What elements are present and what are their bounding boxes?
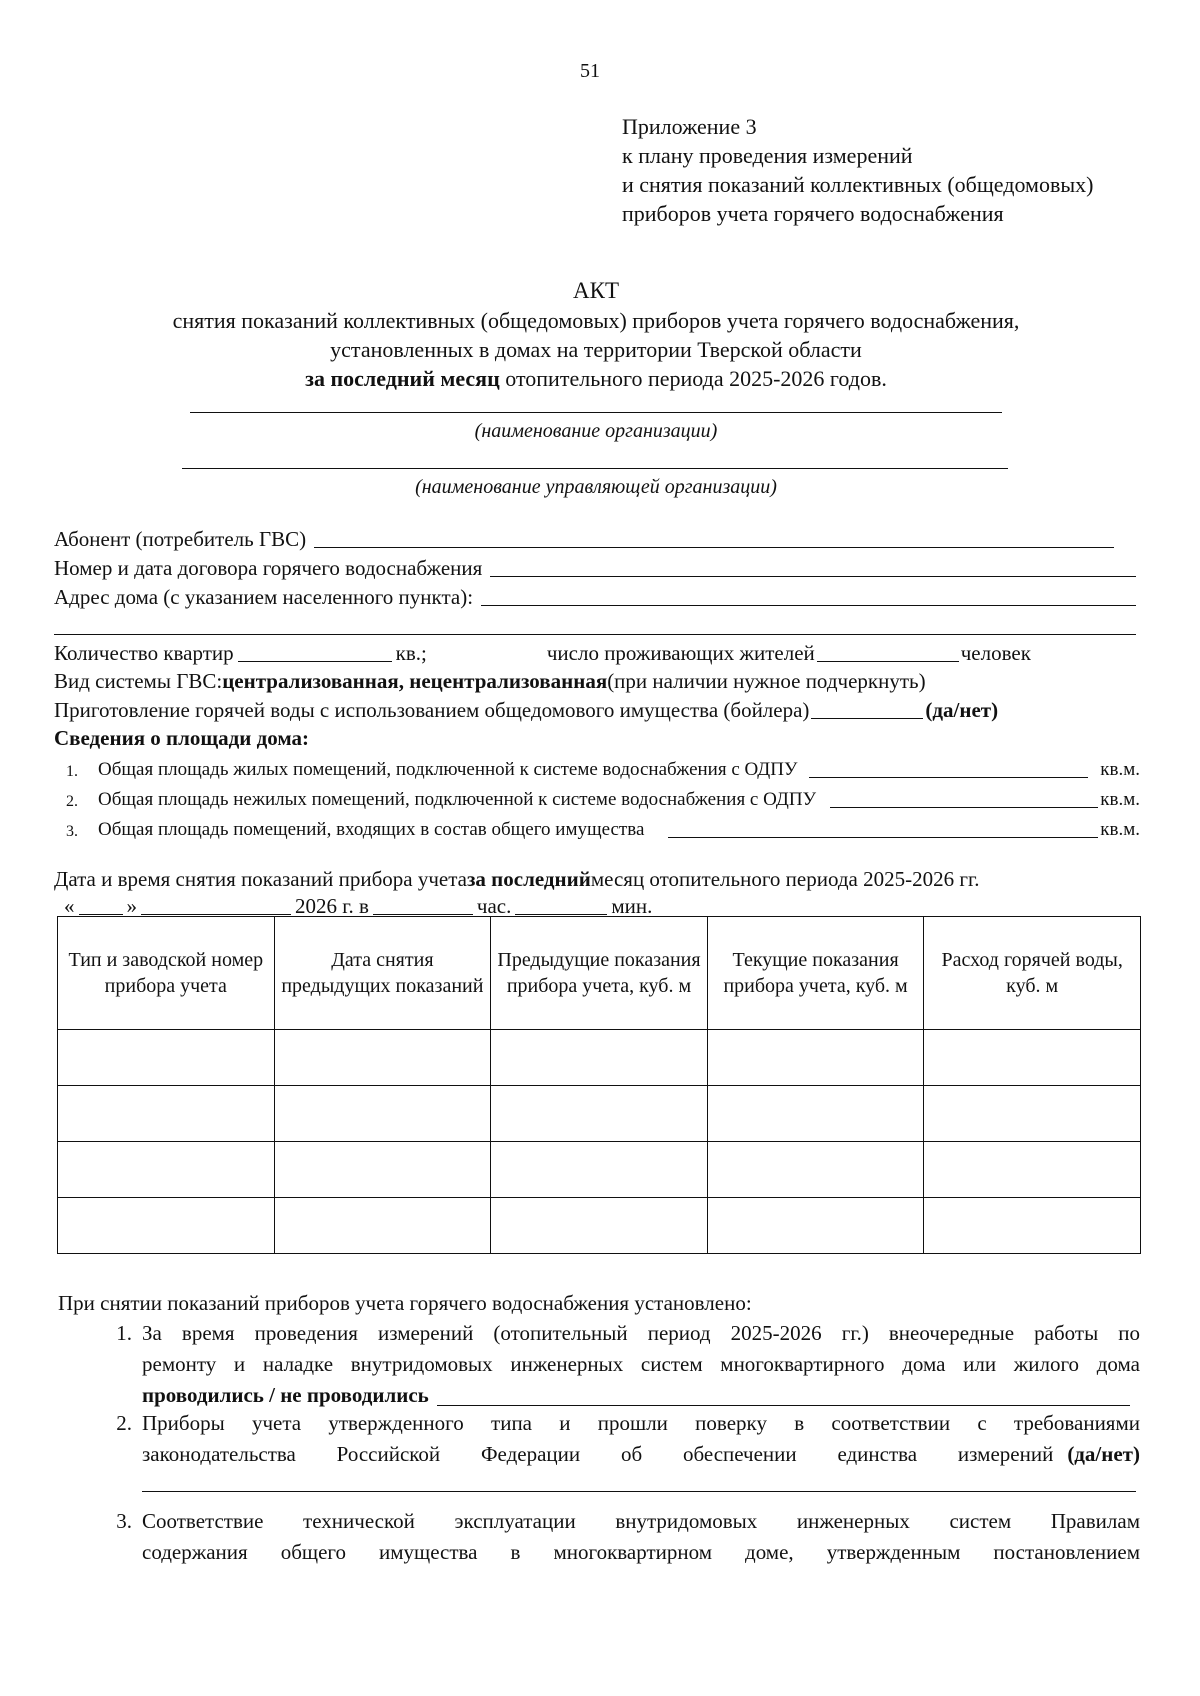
subscriber-row <box>54 526 1140 553</box>
table-cell[interactable] <box>491 1142 708 1198</box>
area-item-1-number: 1. <box>66 762 78 780</box>
finding-2-number: 2. <box>116 1411 132 1435</box>
address-input-line[interactable] <box>481 604 1136 606</box>
appendix-line-2: к плану проведения измерений <box>622 143 913 168</box>
area-item-3 <box>66 818 1140 843</box>
contract-row <box>54 555 1140 582</box>
finding-1-line-2: ремонту и наладке внутридомовых инженерных систем многоквартирного дома или жилого дома <box>142 1352 1140 1376</box>
subtitle-line-3 <box>56 364 1136 393</box>
system-options: централизованная, нецентрализованная <box>222 669 608 693</box>
appendix-line-4: приборов учета горячего водоснабжения <box>622 201 1004 226</box>
table-cell[interactable] <box>274 1030 491 1086</box>
findings-intro: При снятии показаний приборов учета горячего водоснабжения установлено: <box>58 1291 752 1315</box>
address-continuation-line[interactable] <box>54 634 1136 635</box>
document-title: АКТ <box>573 278 619 303</box>
table-cell[interactable] <box>274 1142 491 1198</box>
month-input-line[interactable] <box>141 913 291 915</box>
finding-2-answer: (да/нет) <box>1067 1442 1140 1466</box>
finding-3-line-1: Соответствие технической эксплуатации внутридомовых инженерных систем Правилам <box>142 1509 1140 1533</box>
area-item-3-input-line[interactable] <box>668 836 1098 838</box>
area-item-1 <box>66 758 1140 783</box>
residents-label: число проживающих жителей <box>546 641 815 665</box>
readings-table <box>57 916 1141 1254</box>
apartments-unit: кв.; <box>395 641 427 665</box>
year-label: 2026 г. в <box>295 894 369 918</box>
apartments-input-line[interactable] <box>238 660 392 662</box>
table-cell[interactable] <box>58 1198 275 1254</box>
system-label: Вид системы ГВС: <box>54 669 223 693</box>
area-item-3-unit: кв.м. <box>1100 819 1140 840</box>
hour-input-line[interactable] <box>373 913 473 915</box>
appendix-line-1: Приложение 3 <box>622 114 757 139</box>
table-cell[interactable] <box>707 1086 924 1142</box>
area-item-2-input-line[interactable] <box>830 806 1098 808</box>
finding-3-number: 3. <box>116 1509 132 1533</box>
table-cell[interactable] <box>58 1030 275 1086</box>
table-cell[interactable] <box>491 1198 708 1254</box>
subscriber-input-line[interactable] <box>314 546 1114 548</box>
boiler-input-line[interactable] <box>811 717 923 719</box>
table-cell[interactable] <box>924 1198 1141 1254</box>
boiler-label: Приготовление горячей воды с использованием общедомового имущества (бойлера) <box>54 698 810 722</box>
mgmt-org-line[interactable] <box>182 468 1008 469</box>
table-cell[interactable] <box>924 1086 1141 1142</box>
header-current-readings: Текущие показания прибора учета, куб. м <box>707 917 924 1030</box>
datetime-row <box>54 866 1140 893</box>
table-cell[interactable] <box>274 1198 491 1254</box>
table-cell[interactable] <box>707 1198 924 1254</box>
mgmt-org-caption: (наименование управляющей организации) <box>415 476 777 498</box>
subscriber-label: Абонент (потребитель ГВС) <box>54 527 307 551</box>
subtitle-bold: за последний месяц <box>305 366 500 391</box>
datetime-label-end: месяц отопительного периода 2025-2026 гг. <box>590 867 980 891</box>
finding-1 <box>86 1318 1140 1411</box>
table-cell[interactable] <box>58 1086 275 1142</box>
area-item-1-unit: кв.м. <box>1100 759 1140 780</box>
finding-2-line-1: Приборы учета утвержденного типа и прошли поверку в соответствии с требованиями <box>142 1411 1140 1435</box>
table-row <box>58 1198 1141 1254</box>
address-row <box>54 584 1140 611</box>
finding-1-options: проводились / не проводились <box>142 1383 429 1407</box>
table-row <box>58 1030 1141 1086</box>
boiler-row <box>54 697 1140 724</box>
finding-1-line-1: За время проведения измерений (отопительный период 2025-2026 гг.) внеочередные работы по <box>142 1321 1140 1345</box>
table-header-row <box>58 917 1141 1030</box>
area-heading-row <box>54 725 1140 752</box>
table-cell[interactable] <box>924 1030 1141 1086</box>
table-cell[interactable] <box>707 1142 924 1198</box>
contract-input-line[interactable] <box>490 575 1136 577</box>
system-row <box>54 668 1140 695</box>
datetime-label-bold: за последний <box>466 867 591 891</box>
apartments-row <box>54 640 1140 667</box>
finding-1-input-line[interactable] <box>437 1404 1130 1406</box>
table-cell[interactable] <box>58 1142 275 1198</box>
area-item-3-number: 3. <box>66 822 78 840</box>
area-item-3-text: Общая площадь помещений, входящих в состав общего имущества <box>98 819 645 840</box>
org-caption: (наименование организации) <box>474 420 718 442</box>
table-cell[interactable] <box>274 1086 491 1142</box>
header-previous-readings: Предыдущие показания прибора учета, куб. м <box>491 917 708 1030</box>
area-item-1-input-line[interactable] <box>809 776 1088 778</box>
finding-2 <box>86 1408 1140 1470</box>
appendix-line-3: и снятия показаний коллективных (общедомовых) <box>622 172 1094 197</box>
boiler-answer: (да/нет) <box>925 698 999 722</box>
finding-3 <box>86 1506 1140 1568</box>
table-cell[interactable] <box>491 1086 708 1142</box>
apartments-label: Количество квартир <box>54 641 234 665</box>
table-cell[interactable] <box>924 1142 1141 1198</box>
datetime-label-start: Дата и время снятия показаний прибора учета <box>54 867 467 891</box>
area-item-2-number: 2. <box>66 792 78 810</box>
org-name-line[interactable] <box>190 412 1002 413</box>
quote-close: » <box>126 894 137 918</box>
minutes-label: мин. <box>611 894 653 918</box>
subtitle-rest: отопительного периода 2025-2026 годов. <box>499 366 887 391</box>
finding-1-number: 1. <box>116 1321 132 1345</box>
quote-open: « <box>64 894 75 918</box>
contract-label: Номер и дата договора горячего водоснабжения <box>54 556 483 580</box>
area-item-2-text: Общая площадь нежилых помещений, подключенной к системе водоснабжения с ОДПУ <box>98 789 817 810</box>
area-heading: Сведения о площади дома: <box>54 726 310 750</box>
finding-2-line-2: законодательства Российской Федерации об обеспечении единства измерений <box>142 1442 1054 1466</box>
appendix-block <box>622 112 1093 228</box>
subtitle-line-1: снятия показаний коллективных (общедомовых) приборов учета горячего водоснабжения, <box>172 308 1020 333</box>
table-cell[interactable] <box>707 1030 924 1086</box>
area-item-2-unit: кв.м. <box>1100 789 1140 810</box>
day-input-line[interactable] <box>79 913 123 915</box>
header-consumption: Расход горячей воды, куб. м <box>924 917 1141 1030</box>
subtitle-line-2: установленных в домах на территории Тверской области <box>330 337 862 362</box>
area-item-2 <box>66 788 1140 813</box>
residents-input-line[interactable] <box>817 660 959 662</box>
finding-2-input-line[interactable] <box>142 1491 1136 1492</box>
table-cell[interactable] <box>491 1030 708 1086</box>
hours-label: час. <box>476 894 512 918</box>
residents-unit: человек <box>960 641 1031 665</box>
document-subtitle <box>56 306 1136 393</box>
table-row <box>58 1142 1141 1198</box>
system-note: (при наличии нужное подчеркнуть) <box>607 669 926 693</box>
finding-3-line-2: содержания общего имущества в многоквартирном доме, утвержденным постановлением <box>142 1540 1140 1564</box>
page-number: 51 <box>580 60 600 82</box>
address-label: Адрес дома (с указанием населенного пункта): <box>54 585 474 609</box>
minute-input-line[interactable] <box>515 913 607 915</box>
area-item-1-text: Общая площадь жилых помещений, подключенной к системе водоснабжения с ОДПУ <box>98 759 798 780</box>
header-previous-date: Дата снятия предыдущих показаний <box>274 917 491 1030</box>
table-row <box>58 1086 1141 1142</box>
header-meter-type: Тип и заводской номер прибора учета <box>58 917 275 1030</box>
